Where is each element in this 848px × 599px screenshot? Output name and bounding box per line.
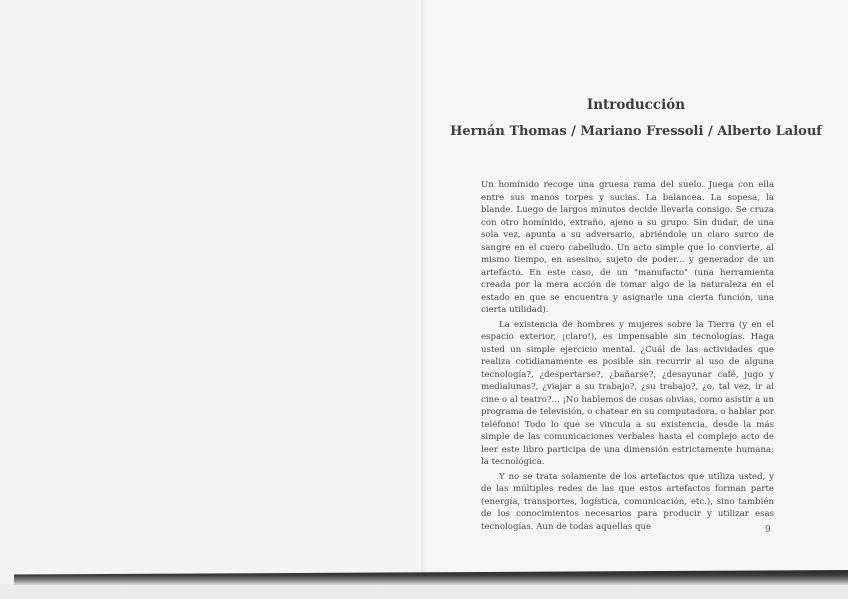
page-number: 9: [765, 525, 771, 535]
paragraph: La existencia de hombres y mujeres sobre la Tierra (y en el espacio exterior, ¡claro!), es impensable sin tecnologías. Haga usted un simple ejercicio mental. ¿Cuál de las actividades que realiza cotidianamente es posible sin recurrir al uso de alguna tecnología?, ¿despertarse?, ¿bañarse?, ¿desayunar café, jugo y medialunas?, ¿viajar a su trabajo?, ¿su trabajo?, ¿o, tal vez, ir al cine o al teatro?... ¡No hablemos de cosas obvias, como asistir a un programa de televisión, o chatear en su computadora, o hablar por teléfono! Todo lo que se vincula a su existencia, desde la más simple de las comunicaciones verbales hasta el complejo acto de leer este libro participa de una dimensión estrictamente humana: la tecnológica.: [481, 319, 774, 467]
scan-bottom-margin: [0, 584, 848, 599]
book-spine-fold: [421, 0, 427, 599]
chapter-authors: Hernán Thomas / Mariano Fressoli / Alberto Lalouf: [450, 124, 822, 139]
paragraph: Un homínido recoge una gruesa rama del suelo. Juega con ella entre sus manos torpes y sucias. La balancea. La sopesa, la blande. Luego de largos minutos decide llevarla consigo. Se cruza con otro homínido, extraño, ajeno a su grupo. Sin dudar, de una sola vez, apunta a su adversario, abriéndole un claro surco de sangre en el cuero cabelludo. Un acto simple que lo convierte, al mismo tiempo, en asesino, sujeto de poder... y generador de un artefacto. En este caso, de un "manufacto" (una herramienta creada por la mera acción de tomar algo de la naturaleza en el estado en que se encuentra y asignarle una cierta función, una cierta utilidad).: [481, 180, 774, 315]
chapter-title: Introducción: [586, 97, 686, 113]
chapter-body: [481, 179, 774, 533]
paragraph: Y no se trata solamente de los artefactos que utiliza usted, y de las múltiples redes de las que estos artefactos forman parte (energía, transportes, logística, comunicación, etc.), sino también de los conocimientos necesarios para producir y utilizar esas tecnologías. Aun de todas aquellas que: [481, 471, 774, 532]
